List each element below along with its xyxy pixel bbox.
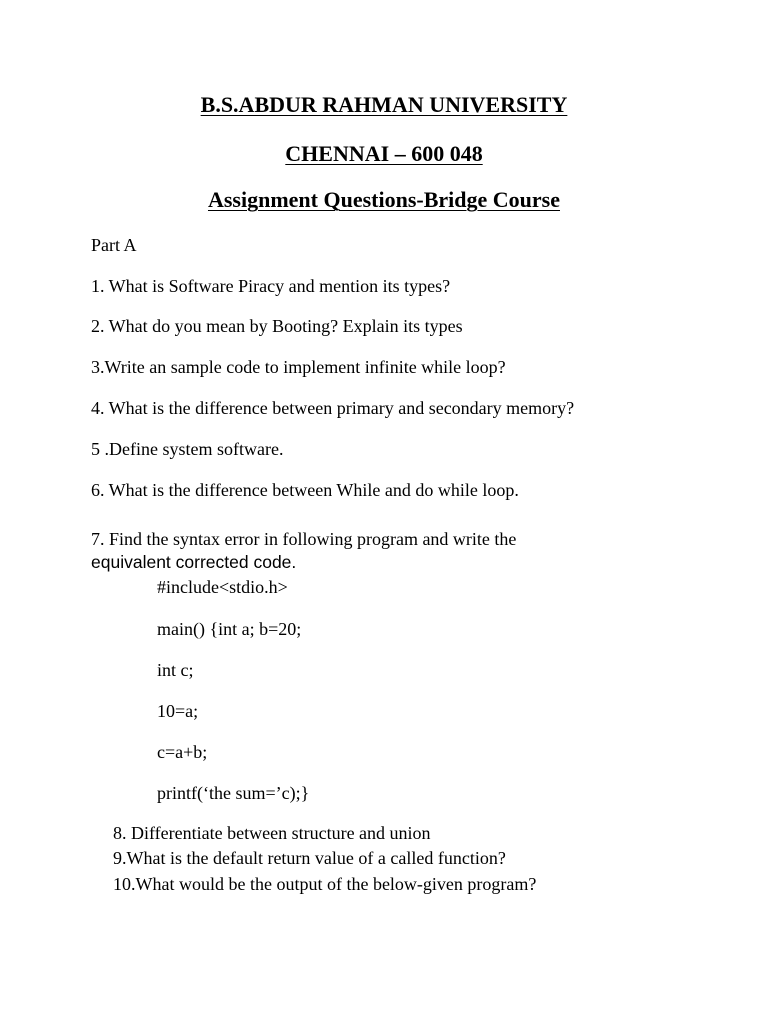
question-10: 10.What would be the output of the below-given program? (113, 874, 537, 894)
university-heading: B.S.ABDUR RAHMAN UNIVERSITY (200, 92, 568, 117)
question-1: 1. What is Software Piracy and mention its types? (91, 276, 451, 296)
question-5: 5 .Define system software. (91, 439, 284, 459)
code-line: c=a+b; (157, 742, 208, 762)
question-6: 6. What is the difference between While and do while loop. (91, 480, 519, 500)
question-7-line-2: equivalent corrected code. (91, 552, 297, 572)
question-8: 8. Differentiate between structure and union (113, 823, 431, 843)
question-4: 4. What is the difference between primary and secondary memory? (91, 398, 575, 418)
question-2: 2. What do you mean by Booting? Explain its types (91, 316, 463, 336)
code-line: printf(‘the sum=’c);} (157, 783, 310, 803)
part-label: Part A (91, 235, 137, 255)
code-line: #include<stdio.h> (157, 577, 288, 597)
code-line: main() {int a; b=20; (157, 619, 302, 639)
question-7-line-1: 7. Find the syntax error in following program and write the (91, 529, 517, 549)
question-3: 3.Write an sample code to implement infinite while loop? (91, 357, 506, 377)
city-heading: CHENNAI – 600 048 (285, 141, 483, 166)
question-9: 9.What is the default return value of a called function? (113, 848, 506, 868)
code-line: int c; (157, 660, 194, 680)
assignment-title: Assignment Questions-Bridge Course (207, 187, 560, 212)
code-line: 10=a; (157, 701, 199, 721)
